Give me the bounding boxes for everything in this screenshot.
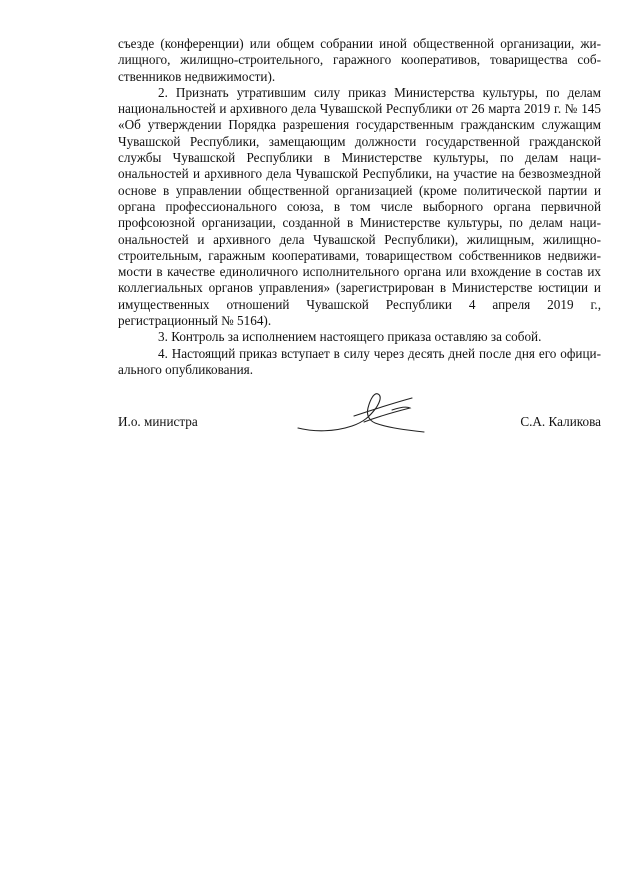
paragraph-continuation: съезде (конференции) или общем собрании иной общественной организации, жилищного, жилищно-строительного, гаражного кооперативов, товарищества собственников недвижимости). [118,36,601,84]
paragraph-item-4: 4. Настоящий приказ вступает в силу через десять дней после дня его официального опубликования. [118,345,601,377]
handwritten-signature [294,386,434,438]
paragraph-item-3: 3. Контроль за исполнением настоящего приказа оставляю за собой. [158,329,542,345]
position-title: И.о. министра [118,414,198,429]
signer-name: С.А. Каликова [520,414,601,429]
document-body [118,36,601,378]
signature-block [118,386,601,446]
paragraph-item-2: 2. Признать утратившим силу приказ Министерства культуры, по делам национальностей и архивного дела Чувашской Республики от 26 марта 2019 г. № 145 «Об утверждении Порядка разрешения государственным гражданским служащим Чувашской Республики, замещающим должности государственной гражданской службы Чувашской Республики в Министерстве культуры, по делам национальностей и архивного дела Чувашской Республики, на участие на безвозмездной основе в управлении общественной организацией (кроме политической партии и органа профессионального союза, в том числе выборного органа первичной профсоюзной организации, созданной в Министерстве культуры, по делам национальностей и архивного дела Чувашской Республики), жилищным, жилищно-строительным, гаражным кооперативами, товариществом собственников недвижимости в качестве единоличного исполнительного органа или вхождение в состав их коллегиальных органов управления» (зарегистрирован в Министерстве юстиции и имущественных отношений Чувашской Республики 4 апреля 2019 г., регистрационный № 5164). [118,84,601,329]
